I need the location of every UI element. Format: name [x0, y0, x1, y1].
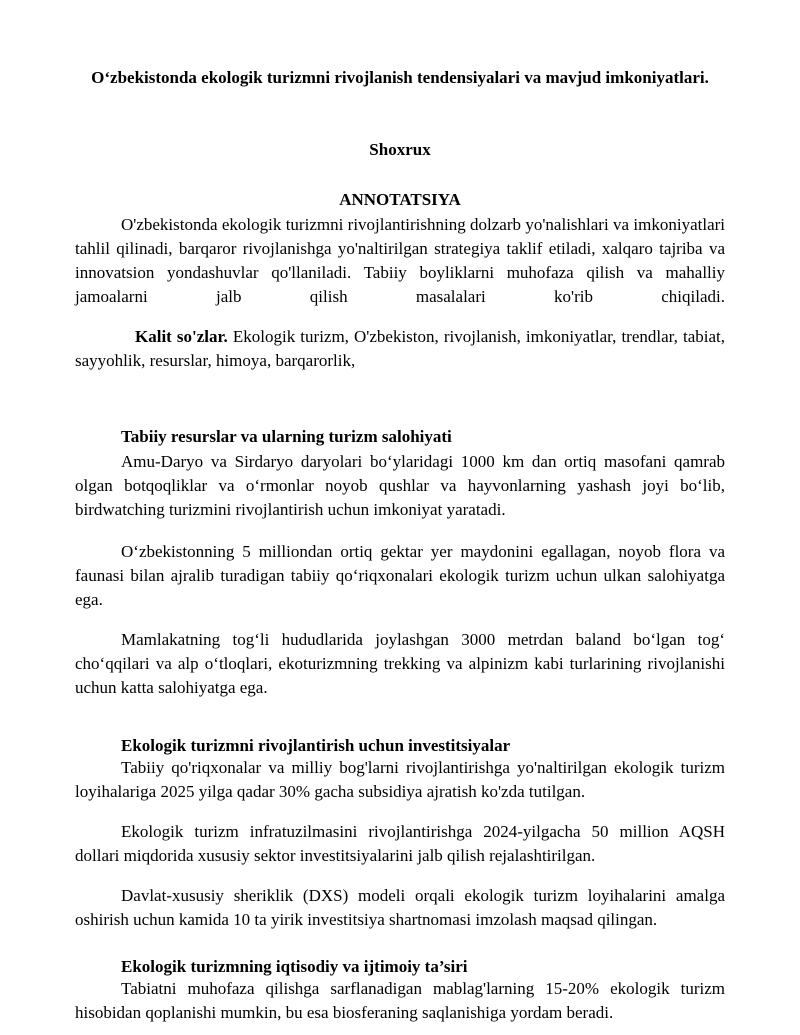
section-heading-natural-resources: Tabiiy resurslar va ularning turizm salohiyati — [121, 427, 452, 446]
annotation-heading: ANNOTATSIYA — [339, 190, 461, 209]
section-paragraph: Mamlakatning tog‘li hududlarida joylashgan 3000 metrdan baland bo‘lgan tog‘ cho‘qqilari va alp o‘tloqlari, ekoturizmning trekking va alpinizm kabi turlarining rivojlanishi uchun katta salohiyatga ega. — [75, 630, 725, 697]
author-name: Shoxrux — [369, 140, 431, 159]
keywords-paragraph — [75, 325, 725, 373]
section-heading-investments: Ekologik turizmni rivojlantirish uchun investitsiyalar — [121, 736, 511, 755]
section-paragraph: Davlat-xususiy sheriklik (DXS) modeli orqali ekologik turizm loyihalarini amalga oshirish uchun kamida 10 ta yirik investitsiya shartnomasi imzolash maqsad qilingan. — [75, 886, 725, 929]
keywords-label: Kalit so'zlar. — [135, 327, 228, 346]
section-paragraph: Tabiiy qo'riqxonalar va milliy bog'larni rivojlantirishga yo'naltirilgan ekologik turizm loyihalariga 2025 yilga qadar 30% gacha subsidiya ajratish ko'zda tutilgan. — [75, 758, 725, 801]
section-heading-economic-impact: Ekologik turizmning iqtisodiy va ijtimoiy ta’siri — [121, 957, 468, 976]
section-paragraph: Tabiatni muhofaza qilishga sarflanadigan mablag'larning 15-20% ekologik turizm hisobidan qoplanishi mumkin, bu esa biosferaning saqlanishiga yordam beradi. — [75, 979, 725, 1022]
section-paragraph: Ekologik turizm infratuzilmasini rivojlantirishga 2024-yilgacha 50 million AQSH dollari miqdorida xususiy sektor investitsiyalarini jalb qilish rejalashtirilgan. — [75, 822, 725, 865]
annotation-text: O'zbekistonda ekologik turizmni rivojlantirishning dolzarb yo'nalishlari va imkoniyatlari tahlil qilinadi, barqaror rivojlanishga yo'naltirilgan strategiya taklif etiladi, xalqaro tajriba va innovatsion yondashuvlar qo'llaniladi. Tabiiy boyliklarni muhofaza qilish va mahalliy jamoalarni jalb qilish masalalari ko'rib chiqiladi. — [75, 215, 725, 306]
document-title: O‘zbekistonda ekologik turizmni rivojlanish tendensiyalari va mavjud imkoniyatlari. — [91, 68, 709, 87]
keywords-text: Ekologik turizm, O'zbekiston, rivojlanish, imkoniyatlar, trendlar, tabiat, sayyohlik, resurslar, himoya, barqarorlik, — [75, 327, 725, 370]
section-paragraph: O‘zbekistonning 5 milliondan ortiq gektar yer maydonini egallagan, noyob flora va faunasi bilan ajralib turadigan tabiiy qo‘riqxonalari ekologik turizm uchun ulkan salohiyatga ega. — [75, 542, 725, 609]
section-paragraph: Amu-Daryo va Sirdaryo daryolari bo‘ylaridagi 1000 km dan ortiq masofani qamrab olgan botqoqliklar va o‘rmonlar noyob qushlar va hayvonlarning yashash joyi bo‘lib, birdwatching turizmini rivojlantirish uchun imkoniyat yaratadi. — [75, 452, 725, 519]
